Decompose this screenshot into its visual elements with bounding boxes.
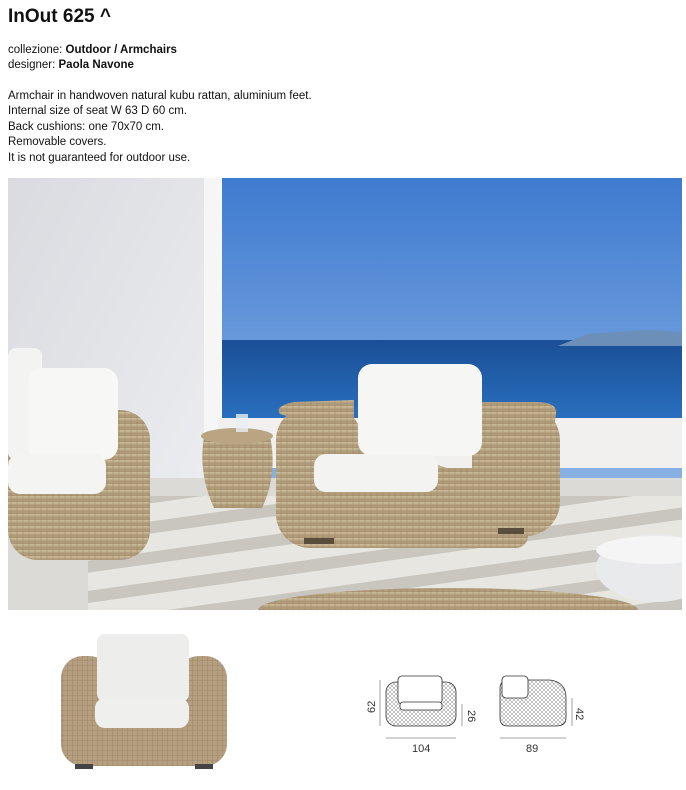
collection-label: collezione:	[8, 44, 63, 56]
collection-line	[8, 43, 177, 58]
side-dimension-drawing	[490, 668, 586, 758]
product-thumbnail	[55, 628, 235, 774]
dim-depth: 89	[526, 743, 539, 755]
designer-line	[8, 58, 177, 73]
description-line: Back cushions: one 70x70 cm.	[8, 120, 164, 133]
designer-value: Paola Navone	[58, 59, 134, 71]
description-line: Armchair in handwoven natural kubu rattan, aluminium feet.	[8, 90, 312, 102]
front-dimension-drawing	[362, 668, 482, 758]
product-meta	[8, 43, 177, 73]
dim-width: 104	[412, 743, 431, 755]
dim-front-height: 62	[366, 700, 378, 713]
designer-label: designer:	[8, 59, 56, 71]
hero-photo	[8, 178, 682, 610]
dim-seat-height: 26	[465, 710, 477, 723]
description-line: Removable covers.	[8, 136, 107, 149]
product-description	[8, 89, 312, 166]
description-line: Internal size of seat W 63 D 60 cm.	[8, 105, 187, 118]
description-line: It is not guaranteed for outdoor use.	[8, 151, 191, 164]
collection-value: Outdoor / Armchairs	[65, 44, 177, 56]
product-title: InOut 625 ^	[8, 6, 111, 27]
dim-side-height: 42	[573, 708, 585, 721]
